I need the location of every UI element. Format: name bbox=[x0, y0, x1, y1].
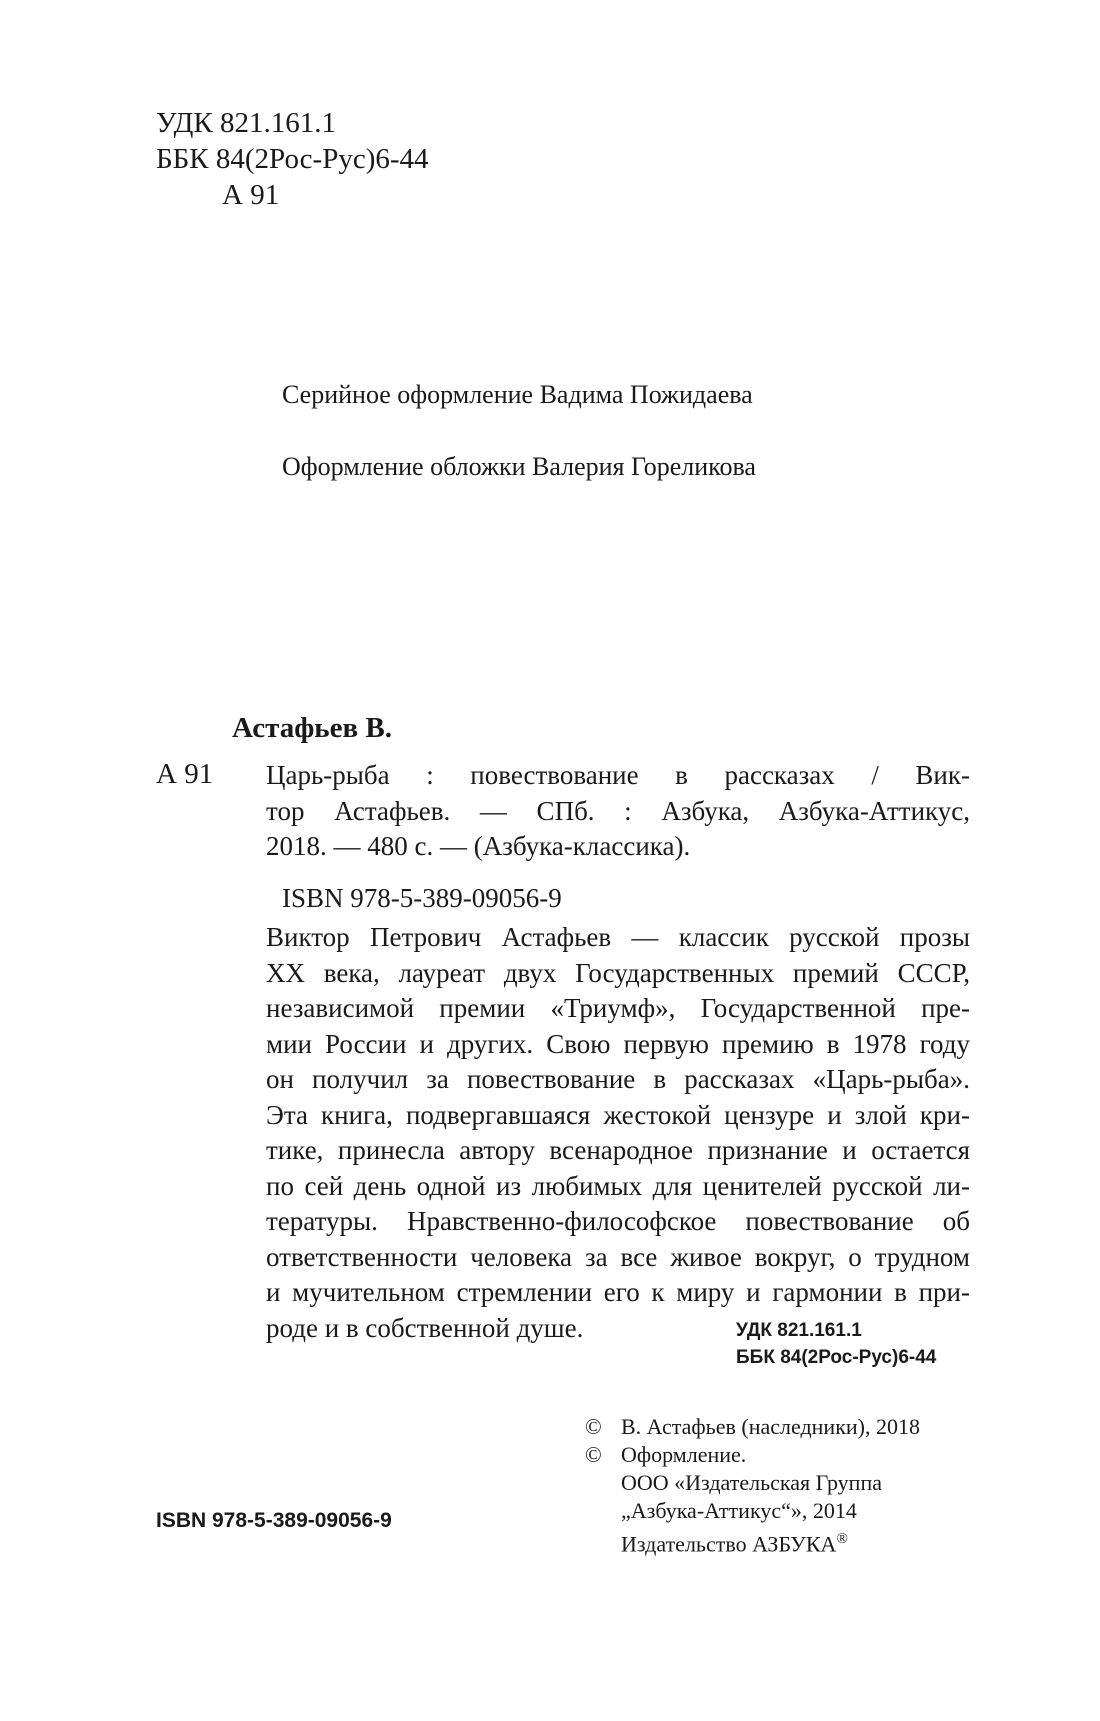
series-design-credit: Серийное оформление Вадима Пожидаева bbox=[282, 380, 753, 409]
footer-classification-codes bbox=[736, 1317, 936, 1371]
copyright-symbol: © bbox=[585, 1414, 602, 1439]
header-classification-codes bbox=[156, 105, 429, 213]
entry-author-mark: А 91 bbox=[156, 758, 214, 790]
copyright-symbol: © bbox=[585, 1442, 602, 1467]
cover-design-credit: Оформление обложки Валерия Гореликова bbox=[282, 452, 756, 481]
copyright-line: „Азбука-Аттикус“», 2014 bbox=[621, 1498, 857, 1523]
bibliographic-description bbox=[266, 758, 970, 865]
entry-isbn: ISBN 978-5-389-09056-9 bbox=[282, 883, 562, 913]
annotation-line: и мучительном стремлении его к миру и гармонии в при- bbox=[266, 1277, 970, 1307]
copyright-block bbox=[585, 1413, 920, 1558]
header-udk: УДК 821.161.1 bbox=[156, 107, 336, 139]
annotation bbox=[266, 920, 970, 1346]
annotation-line: Виктор Петрович Астафьев — классик русской прозы bbox=[266, 922, 970, 952]
annotation-line: Эта книга, подвергавшаяся жестокой цензуре и злой кри- bbox=[266, 1099, 970, 1130]
bib-line: тор Астафьев. — СПб. : Азбука, Азбука-Аттикус, bbox=[266, 795, 970, 826]
footer-udk: УДК 821.161.1 bbox=[736, 1320, 862, 1341]
copyright-line: Оформление. bbox=[621, 1442, 747, 1467]
footer-bbk: ББК 84(2Рос-Рус)6-44 bbox=[736, 1347, 937, 1368]
annotation-line: роде и в собственной душе. bbox=[266, 1312, 584, 1343]
bib-line: Царь-рыба : повествование в рассказах / Вик- bbox=[266, 760, 970, 790]
header-bbk: ББК 84(2Рос-Рус)6-44 bbox=[156, 143, 429, 175]
copyright-line: ООО «Издательская Группа bbox=[621, 1470, 882, 1495]
annotation-line: XX века, лауреат двух Государственных премий СССР, bbox=[266, 957, 970, 988]
copyright-line: В. Астафьев (наследники), 2018 bbox=[621, 1414, 920, 1439]
annotation-line: он получил за повествование в рассказах «Царь-рыба». bbox=[266, 1064, 970, 1094]
annotation-line: тике, принесла автору всенародное признание и остается bbox=[266, 1135, 970, 1165]
annotation-line: ответственности человека за все живое вокруг, о трудном bbox=[266, 1241, 970, 1272]
annotation-line: по сей день одной из любимых для ценителей русской ли- bbox=[266, 1170, 970, 1201]
registered-mark: ® bbox=[836, 1531, 848, 1547]
copyright-row bbox=[585, 1413, 920, 1441]
entry-author: Астафьев В. bbox=[232, 712, 392, 744]
annotation-line: тературы. Нравственно-философское повествование об bbox=[266, 1206, 970, 1236]
bib-line: 2018. — 480 с. — (Азбука-классика). bbox=[266, 831, 691, 861]
annotation-line: мии России и других. Свою первую премию в 1978 году bbox=[266, 1028, 970, 1059]
copyright-row bbox=[585, 1441, 920, 1469]
publisher-name: Издательство АЗБУКА bbox=[621, 1531, 837, 1557]
header-author-mark: А 91 bbox=[222, 179, 280, 211]
footer-isbn: ISBN 978-5-389-09056-9 bbox=[156, 1509, 392, 1532]
annotation-line: независимой премии «Триумф», Государственной пре- bbox=[266, 993, 970, 1023]
copyright-publisher bbox=[585, 1525, 920, 1558]
